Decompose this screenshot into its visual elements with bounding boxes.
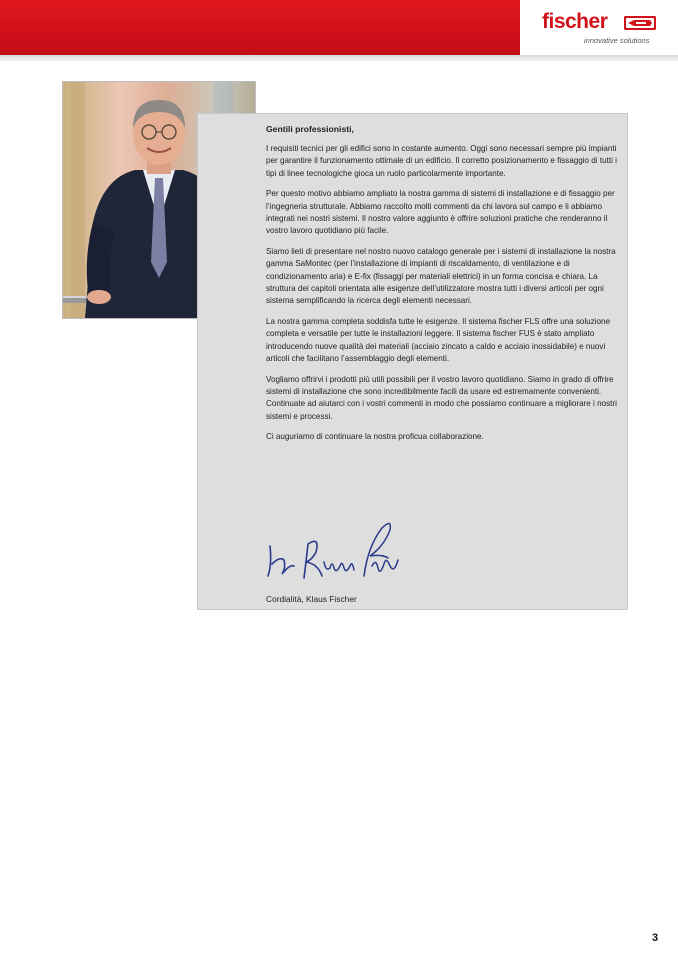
letter-paragraph: Vogliamo offrirvi i prodotti più utili possibili per il vostro lavoro quotidiano. Siamo in grado di offrire sistemi di installazione che sono incredibilmente facili da usare ed estremamente convenienti. Continuate ad aiutarci con i vostri commenti in modo che possiamo continuare a migliorare i nostri sistemi e processi. — [266, 374, 617, 421]
letter-body — [266, 123, 621, 452]
letter-paragraph: Ci auguriamo di continuare la nostra proficua collaborazione. — [266, 432, 484, 442]
page-number: 3 — [652, 932, 659, 944]
header-shadow — [0, 55, 678, 61]
page-header — [0, 0, 678, 58]
letter-panel — [197, 113, 628, 610]
letter-paragraph: Siamo lieti di presentare nel nostro nuovo catalogo generale per i sistemi di installazione la nostra gamma SaMontec (per l’installazione di impianti di riscaldamento, di ventilazione e di condizionamento aria) e E-fix (fissaggi per materiali elettrici) in un forma concisa e chiara. La struttura dei capitoli orientata alle esigenze dell’utilizzatore mostra tutti i diversi articoli per ogni sistema semplificando la ricerca degli elementi necessari. — [266, 246, 616, 306]
letter-paragraph: Per questo motivo abbiamo ampliato la nostra gamma di sistemi di installazione e di fissaggio per l’ingegneria strutturale. Abbiamo raccolto molti commenti da chi lavora sul campo e li abbiamo integrati nei nostri sistemi. Il nostro valore aggiunto è offrire soluzioni pratiche che renderanno il vostro lavoro quotidiano più facile. — [266, 189, 615, 236]
brand-logo — [520, 0, 678, 55]
letter-paragraph: La nostra gamma completa soddisfa tutte le esigenze. Il sistema fischer FLS offre una soluzione completa e versatile per tutte le installazioni leggere. Il sistema fischer FUS è stato ampliato introducendo nuove qualità dei materiali (acciaio zincato a caldo e acciaio inossidabile) e nuovi articoli che facilitano l’assemblaggio degli elementi. — [266, 316, 611, 364]
brand-name: fischer — [542, 10, 608, 33]
letter-closing: Cordialità, Klaus Fischer — [266, 594, 357, 604]
fischer-logo-mark-icon — [624, 16, 656, 30]
header-red-band — [0, 0, 520, 55]
handwritten-signature — [260, 516, 410, 588]
letter-greeting: Gentili professionisti, — [266, 124, 354, 134]
brand-tagline: innovative solutions — [584, 36, 650, 45]
letter-paragraph: I requisiti tecnici per gli edifici sono in costante aumento. Oggi sono necessari sempre più impianti per garantire il funzionamento ottimale di un edificio. Il corretto posizionamento e fissaggio di tutti i tipi di linee tecnologiche gioca un ruolo particolarmente importante. — [266, 144, 617, 178]
